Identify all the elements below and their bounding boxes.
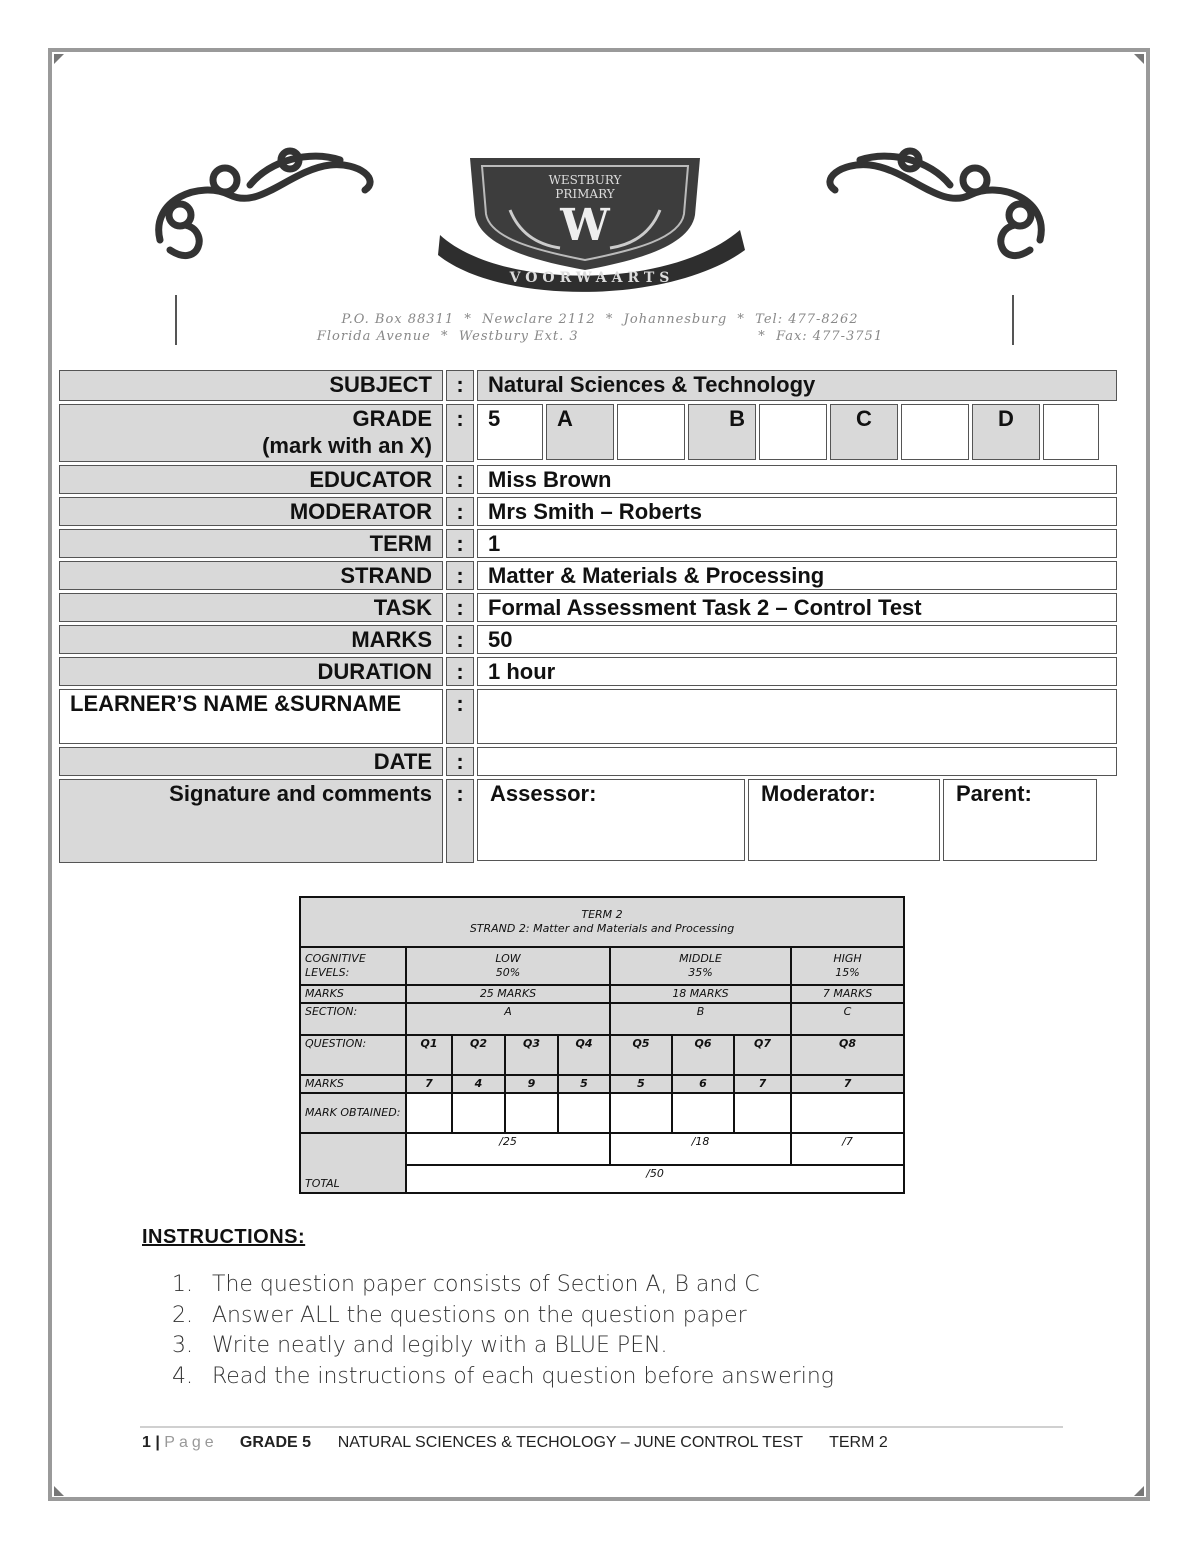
colon: : bbox=[446, 625, 474, 654]
school-name-line-2: PRIMARY bbox=[555, 187, 615, 201]
question-number: Q2 bbox=[452, 1035, 505, 1075]
list-item-text: Read the instructions of each question before answering bbox=[212, 1363, 834, 1389]
marks-label: MARKS bbox=[59, 625, 443, 654]
total-field[interactable]: /50 bbox=[406, 1165, 904, 1193]
task-label: TASK bbox=[59, 593, 443, 622]
footer-grade: GRADE 5 bbox=[239, 1434, 312, 1451]
instructions-title: INSTRUCTIONS: bbox=[142, 1226, 306, 1248]
subtotal-row bbox=[300, 1133, 904, 1165]
mark-obtained-field[interactable] bbox=[734, 1093, 791, 1133]
marks-level-row bbox=[300, 985, 904, 1003]
question-number: Q1 bbox=[406, 1035, 452, 1075]
list-item-number: 3. bbox=[172, 1333, 193, 1358]
section-label: SECTION: bbox=[300, 1003, 406, 1035]
footer-term: TERM 2 bbox=[829, 1434, 888, 1451]
colon: : bbox=[446, 689, 474, 744]
question-label: QUESTION: bbox=[300, 1035, 406, 1075]
school-motto: VOORWAARTS bbox=[509, 270, 675, 286]
duration-label: DURATION bbox=[59, 657, 443, 686]
corner-ornament bbox=[1134, 1486, 1144, 1496]
grade-class-label: B bbox=[688, 404, 756, 460]
cover-info-table bbox=[56, 367, 1120, 866]
list-item-text: The question paper consists of Section A, B and C bbox=[212, 1272, 760, 1297]
list-item bbox=[172, 1270, 834, 1301]
question-marks: 5 bbox=[558, 1075, 610, 1093]
middle-percent: 35% bbox=[688, 966, 713, 979]
table-title-row bbox=[300, 897, 904, 947]
grade-class-checkbox[interactable] bbox=[1043, 404, 1099, 460]
section-row bbox=[300, 1003, 904, 1035]
grade-class-label: C bbox=[830, 404, 898, 460]
left-flourish-icon bbox=[159, 151, 370, 256]
moderator-label: MODERATOR bbox=[59, 497, 443, 526]
educator-label: EDUCATOR bbox=[59, 465, 443, 494]
corner-ornament bbox=[54, 54, 64, 64]
signature-label: Signature and comments bbox=[59, 779, 443, 863]
mark-obtained-label: MARK OBTAINED: bbox=[300, 1093, 406, 1133]
cognitive-row bbox=[300, 947, 904, 985]
list-item-number: 1. bbox=[172, 1272, 193, 1297]
grade-class-checkbox[interactable] bbox=[901, 404, 969, 460]
grade-label bbox=[59, 404, 443, 462]
grade-row bbox=[59, 404, 1117, 462]
question-marks: 7 bbox=[406, 1075, 452, 1093]
low-subtotal-field[interactable]: /25 bbox=[406, 1133, 610, 1165]
table-title bbox=[300, 897, 904, 947]
list-item-text: Answer ALL the questions on the question paper bbox=[212, 1302, 747, 1328]
low-label: LOW bbox=[495, 952, 521, 965]
high-level bbox=[791, 947, 904, 985]
question-number: Q7 bbox=[734, 1035, 791, 1075]
right-flourish-icon bbox=[830, 151, 1041, 256]
educator-value: Miss Brown bbox=[477, 465, 1117, 494]
colon: : bbox=[446, 465, 474, 494]
question-row bbox=[300, 1035, 904, 1075]
colon: : bbox=[446, 657, 474, 686]
list-item-number: 2. bbox=[172, 1302, 193, 1328]
learner-row bbox=[59, 689, 1117, 744]
mark-obtained-field[interactable] bbox=[406, 1093, 452, 1133]
grade-class-label: A bbox=[546, 404, 614, 460]
list-item bbox=[172, 1362, 834, 1393]
colon: : bbox=[446, 747, 474, 776]
address-line-2: Florida Avenue * Westbury Ext. 3 * Fax: 477-3751 bbox=[316, 329, 884, 344]
mark-obtained-field[interactable] bbox=[558, 1093, 610, 1133]
high-label: HIGH bbox=[833, 952, 862, 965]
section-c: C bbox=[791, 1003, 904, 1035]
educator-row bbox=[59, 465, 1117, 494]
low-percent: 50% bbox=[495, 966, 521, 979]
strand-label: STRAND bbox=[59, 561, 443, 590]
mark-obtained-field[interactable] bbox=[672, 1093, 734, 1133]
section-a: A bbox=[406, 1003, 610, 1035]
moderator-row bbox=[59, 497, 1117, 526]
signature-fields bbox=[477, 779, 1117, 863]
strand-value: Matter & Materials & Processing bbox=[477, 561, 1117, 590]
question-number: Q5 bbox=[610, 1035, 672, 1075]
task-row bbox=[59, 593, 1117, 622]
corner-ornament bbox=[54, 1486, 64, 1496]
question-number: Q8 bbox=[791, 1035, 904, 1075]
colon: : bbox=[446, 404, 474, 462]
low-marks: 25 MARKS bbox=[406, 985, 610, 1003]
section-b: B bbox=[610, 1003, 791, 1035]
marks-row bbox=[59, 625, 1117, 654]
colon: : bbox=[446, 779, 474, 863]
mark-obtained-field[interactable] bbox=[610, 1093, 672, 1133]
grade-value: 5 bbox=[477, 404, 543, 460]
grade-label-line-1: GRADE bbox=[352, 406, 432, 431]
mark-obtained-field[interactable] bbox=[452, 1093, 505, 1133]
colon: : bbox=[446, 370, 474, 401]
learner-label: LEARNER’S NAME &SURNAME bbox=[59, 689, 443, 744]
instructions-list bbox=[172, 1270, 834, 1392]
grade-class-checkbox[interactable] bbox=[759, 404, 827, 460]
grade-options bbox=[477, 404, 1117, 462]
term-title: TERM 2 bbox=[581, 908, 623, 921]
corner-ornament bbox=[1134, 54, 1144, 64]
duration-row bbox=[59, 657, 1117, 686]
signature-row bbox=[59, 779, 1117, 863]
date-field[interactable] bbox=[477, 747, 1117, 776]
question-marks: 7 bbox=[734, 1075, 791, 1093]
cognitive-label: COGNITIVE LEVELS: bbox=[300, 947, 406, 985]
high-percent: 15% bbox=[835, 966, 860, 979]
footer-separator: | bbox=[155, 1434, 160, 1451]
colon: : bbox=[446, 561, 474, 590]
date-row bbox=[59, 747, 1117, 776]
question-marks: 4 bbox=[452, 1075, 505, 1093]
question-marks-row bbox=[300, 1075, 904, 1093]
footer-divider bbox=[140, 1426, 1063, 1428]
parent-signature-field[interactable]: Parent: bbox=[943, 779, 1097, 861]
list-item bbox=[172, 1301, 834, 1332]
middle-subtotal-field[interactable]: /18 bbox=[610, 1133, 791, 1165]
crest-letter: W bbox=[560, 200, 610, 251]
footer-title: NATURAL SCIENCES & TECHOLOGY – JUNE CONTROL TEST bbox=[337, 1434, 803, 1451]
marks-label: MARKS bbox=[300, 1075, 406, 1093]
question-marks: 5 bbox=[610, 1075, 672, 1093]
term-label: TERM bbox=[59, 529, 443, 558]
colon: : bbox=[446, 497, 474, 526]
learner-name-field[interactable] bbox=[477, 689, 1117, 744]
shield-icon bbox=[470, 158, 700, 270]
school-crest-logo bbox=[140, 140, 1060, 300]
question-number: Q6 bbox=[672, 1035, 734, 1075]
duration-value: 1 hour bbox=[477, 657, 1117, 686]
term-row bbox=[59, 529, 1117, 558]
list-item-text: Write neatly and legibly with a BLUE PEN. bbox=[212, 1333, 668, 1358]
colon: : bbox=[446, 593, 474, 622]
middle-label: MIDDLE bbox=[679, 952, 722, 965]
high-subtotal-field[interactable]: /7 bbox=[791, 1133, 904, 1165]
term-value: 1 bbox=[477, 529, 1117, 558]
list-item bbox=[172, 1331, 834, 1362]
mark-obtained-field[interactable] bbox=[791, 1093, 904, 1133]
mark-obtained-field[interactable] bbox=[505, 1093, 558, 1133]
assessor-signature-field[interactable]: Assessor: bbox=[477, 779, 745, 861]
grade-label-line-2: (mark with an X) bbox=[262, 433, 432, 458]
middle-marks: 18 MARKS bbox=[610, 985, 791, 1003]
strand-row bbox=[59, 561, 1117, 590]
question-number: Q3 bbox=[505, 1035, 558, 1075]
mark-obtained-row bbox=[300, 1093, 904, 1133]
grade-class-checkbox[interactable] bbox=[617, 404, 685, 460]
moderator-signature-field[interactable]: Moderator: bbox=[748, 779, 940, 861]
question-number: Q4 bbox=[558, 1035, 610, 1075]
strand-subtitle: STRAND 2: Matter and Materials and Processing bbox=[469, 922, 735, 935]
cognitive-levels-table bbox=[299, 896, 905, 1194]
low-level bbox=[406, 947, 610, 985]
letterhead bbox=[140, 140, 1060, 355]
middle-level bbox=[610, 947, 791, 985]
page-word: Page bbox=[164, 1434, 218, 1451]
colon: : bbox=[446, 529, 474, 558]
page-number: 1 bbox=[142, 1434, 151, 1451]
marks-value: 50 bbox=[477, 625, 1117, 654]
school-name-line-1: WESTBURY bbox=[548, 173, 622, 187]
moderator-value: Mrs Smith – Roberts bbox=[477, 497, 1117, 526]
grade-class-label: D bbox=[972, 404, 1040, 460]
question-marks: 9 bbox=[505, 1075, 558, 1093]
question-marks: 7 bbox=[791, 1075, 904, 1093]
list-item-number: 4. bbox=[172, 1363, 193, 1389]
total-label: TOTAL bbox=[300, 1133, 406, 1193]
marks-label: MARKS bbox=[300, 985, 406, 1003]
question-marks: 6 bbox=[672, 1075, 734, 1093]
page-footer bbox=[142, 1434, 888, 1452]
subject-row bbox=[59, 370, 1117, 401]
subject-value: Natural Sciences & Technology bbox=[477, 370, 1117, 401]
address-line-1: P.O. Box 88311 * Newclare 2112 * Johannesburg * Tel: 477-8262 bbox=[341, 312, 859, 327]
task-value: Formal Assessment Task 2 – Control Test bbox=[477, 593, 1117, 622]
date-label: DATE bbox=[59, 747, 443, 776]
high-marks: 7 MARKS bbox=[791, 985, 904, 1003]
subject-label: SUBJECT bbox=[59, 370, 443, 401]
